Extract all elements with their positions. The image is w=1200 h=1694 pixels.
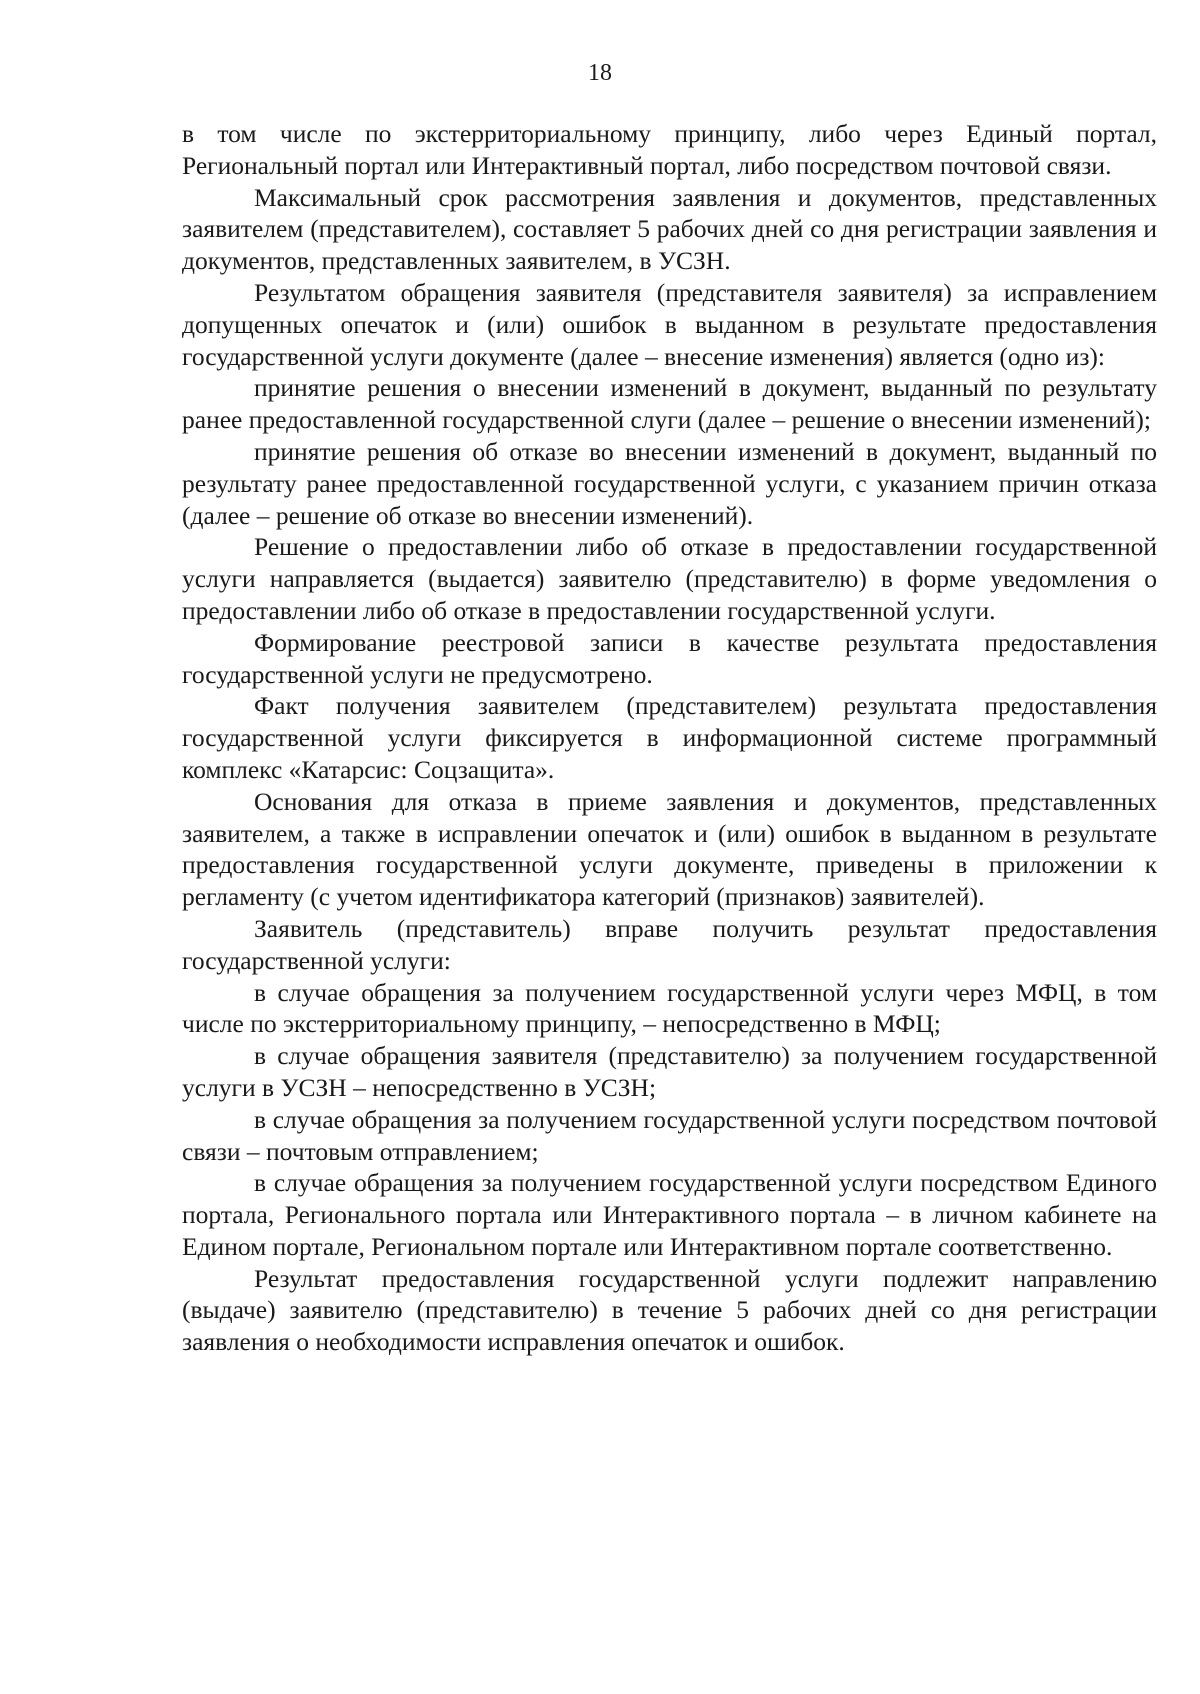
document-body [182, 118, 1157, 1358]
paragraph-decision-amend: принятие решения о внесении изменений в документ, выданный по результату ранее предоставленной государственной слуги (далее – решение о внесении изменений); [182, 373, 1157, 435]
paragraph-case-mfc: в случае обращения за получением государственной услуги через МФЦ, в том числе по экстерриториальному принципу, – непосредственно в МФЦ; [182, 977, 1157, 1039]
paragraph-case-portal: в случае обращения за получением государственной услуги посредством Единого портала, Регионального портала или Интерактивного портала – в личном кабинете на Едином портале, Региональном портале или Интерактивном портале соответственно. [182, 1168, 1157, 1261]
paragraph-registry-record: Формирование реестровой записи в качестве результата предоставления государственной услуги не предусмотрено. [182, 627, 1157, 689]
paragraph-notification-form: Решение о предоставлении либо об отказе в предоставлении государственной услуги направляется (выдается) заявителю (представителю) в форме уведомления о предоставлении либо об отказе в предоставлении государственной услуги. [182, 532, 1157, 625]
paragraph-correction-result: Результатом обращения заявителя (представителя заявителя) за исправлением допущенных опечаток и (или) ошибок в выданном в результате предоставления государственной услуги документе (далее – внесение изменения) является (одно из): [182, 277, 1157, 371]
paragraph-max-review-term: Максимальный срок рассмотрения заявления и документов, представленных заявителем (представителем), составляет 5 рабочих дней со дня регистрации заявления и документов, представленных заявителем, в УСЗН. [182, 182, 1157, 276]
paragraph-continuation: в том числе по экстерриториальному принципу, либо через Единый портал, Региональный портал или Интерактивный портал, либо посредством почтовой связи. [182, 119, 1157, 180]
paragraph-receipt-fact: Факт получения заявителем (представителем) результата предоставления государственной услуги фиксируется в информационной системе программный комплекс «Катарсис: Соцзащита». [182, 691, 1157, 784]
page-number: 18 [588, 60, 612, 86]
paragraph-case-post: в случае обращения за получением государственной услуги посредством почтовой связи – почтовым отправлением; [182, 1104, 1157, 1166]
paragraph-case-uszn: в случае обращения заявителя (представителю) за получением государственной услуги в УСЗН – непосредственно в УСЗН; [182, 1041, 1157, 1102]
paragraph-decision-refuse: принятие решения об отказе во внесении изменений в документ, выданный по результату ранее предоставленной государственной услуги, с указанием причин отказа (далее – решение об отказе во внесении изменений). [182, 436, 1157, 530]
paragraph-refusal-grounds: Основания для отказа в приеме заявления и документов, представленных заявителем, а также в исправлении опечаток и (или) ошибок в выданном в результате предоставления государственной услуги документе, приведены в приложении к регламенту (с учетом идентификатора категорий (признаков) заявителей). [182, 786, 1157, 912]
paragraph-receive-result: Заявитель (представитель) вправе получить результат предоставления государственной услуги: [182, 913, 1157, 975]
paragraph-result-delivery: Результат предоставления государственной услуги подлежит направлению (выдаче) заявителю (представителю) в течение 5 рабочих дней со дня регистрации заявления о необходимости исправления опечаток и ошибок. [182, 1263, 1157, 1357]
